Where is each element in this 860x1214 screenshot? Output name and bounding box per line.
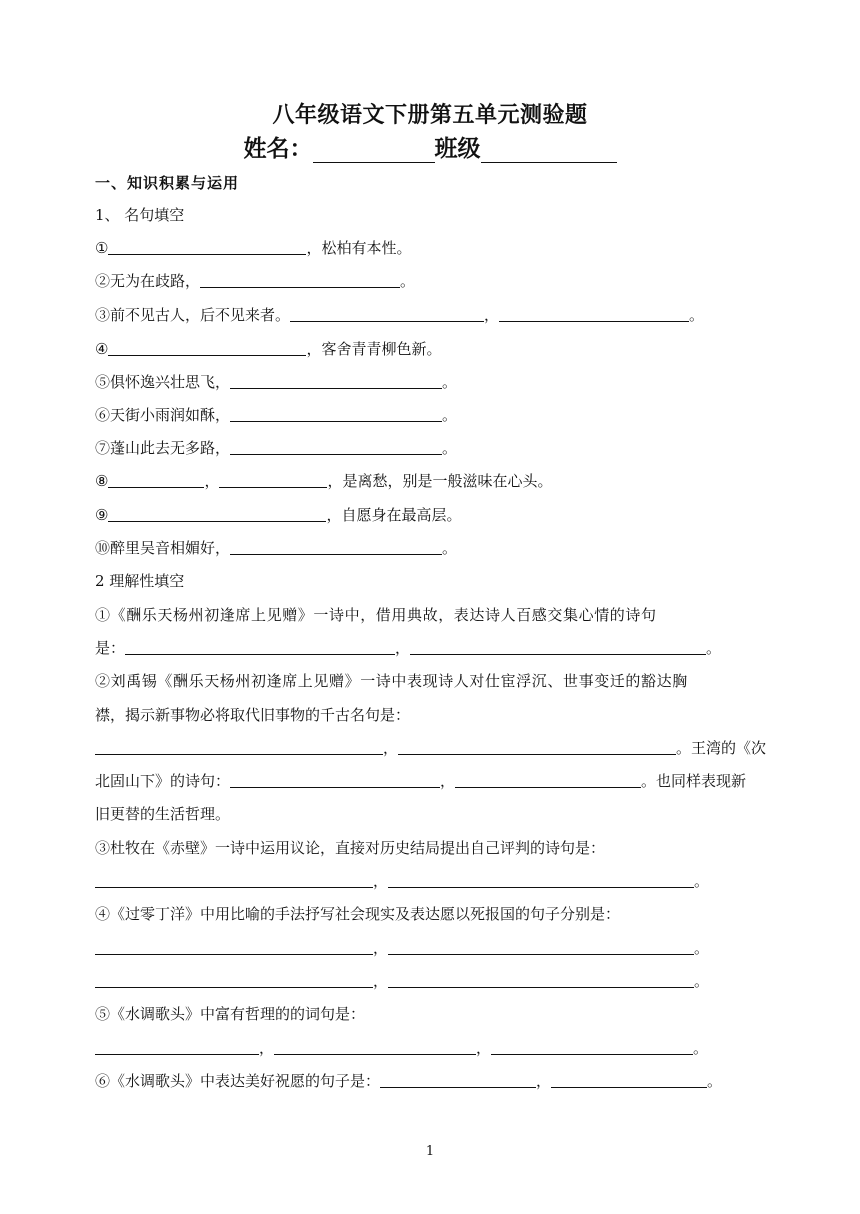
q2-item-1-line1: ①《酬乐天杨州初逢席上见赠》一诗中，借用典故，表达诗人百感交集心情的诗句: [95, 606, 657, 624]
name-label: 姓名：: [243, 136, 313, 162]
answer-blank[interactable]: [125, 638, 395, 655]
answer-blank[interactable]: [499, 305, 689, 322]
exam-title: 八年级语文下册第五单元测验题: [272, 103, 588, 128]
q1-item-5: ⑤俱怀逸兴壮思飞， 。: [95, 373, 458, 391]
q2-item-3-line1: ③杜牧在《赤壁》一诗中运用议论，直接对历史结局提出自己评判的诗句是：: [95, 839, 606, 857]
class-label: 班级: [434, 136, 481, 162]
answer-blank[interactable]: [108, 505, 326, 522]
q1-item-10: ⑩醉里吴音相媚好， 。: [95, 539, 458, 557]
answer-blank[interactable]: [398, 738, 676, 755]
class-blank[interactable]: [481, 136, 617, 163]
q2-item-4-line2: ， 。: [95, 938, 709, 958]
q2-item-2-line5: 旧更替的生活哲理。: [95, 805, 231, 823]
q1-item-3: ③前不见古人，后不见来者。 ， 。: [95, 306, 705, 324]
answer-blank[interactable]: [455, 771, 641, 788]
q1-heading: 1、 名句填空: [95, 206, 185, 224]
answer-blank[interactable]: [95, 1038, 259, 1055]
q2-item-1-line2: 是： ， 。: [95, 639, 722, 657]
answer-blank[interactable]: [108, 471, 204, 488]
answer-blank[interactable]: [108, 238, 306, 255]
answer-blank[interactable]: [230, 372, 442, 389]
q1-item-1: ① ，松柏有本性。: [95, 239, 412, 257]
answer-blank[interactable]: [95, 971, 373, 988]
q2-item-2-line1: ②刘禹锡《酬乐天杨州初逢席上见赠》一诗中表现诗人对仕宦浮沉、世事变迁的豁达胸: [95, 672, 688, 690]
q1-item-2: ②无为在歧路， 。: [95, 272, 416, 290]
name-blank[interactable]: [313, 136, 435, 163]
section-heading: 一、知识积累与运用: [95, 174, 240, 192]
q1-item-4: ④ ，客舍青青柳色新。: [95, 340, 442, 358]
answer-blank[interactable]: [200, 271, 400, 288]
answer-blank[interactable]: [388, 938, 694, 955]
q2-item-5-line1: ⑤《水调歌头》中富有哲理的的词句是：: [95, 1005, 366, 1023]
answer-blank[interactable]: [290, 305, 484, 322]
q2-item-2-line2: 襟，揭示新事物必将取代旧事物的千古名句是：: [95, 706, 411, 724]
answer-blank[interactable]: [388, 971, 694, 988]
answer-blank[interactable]: [108, 339, 306, 356]
answer-blank[interactable]: [380, 1071, 536, 1088]
page-number: 1: [425, 1144, 435, 1159]
answer-blank[interactable]: [230, 405, 442, 422]
q2-item-4-line3: ， 。: [95, 971, 709, 991]
q2-item-4-line1: ④《过零丁洋》中用比喻的手法抒写社会现实及表达愿以死报国的句子分别是：: [95, 905, 621, 923]
q2-item-2-line4: 北固山下》的诗句： ， 。也同样表现新: [95, 772, 747, 790]
q1-item-6: ⑥天街小雨润如酥， 。: [95, 406, 458, 424]
q1-item-9: ⑨ ，自愿身在最高层。: [95, 506, 462, 524]
answer-blank[interactable]: [95, 738, 383, 755]
answer-blank[interactable]: [410, 638, 706, 655]
q2-item-6: ⑥《水调歌头》中表达美好祝愿的句子是： ， 。: [95, 1072, 723, 1090]
answer-blank[interactable]: [230, 438, 442, 455]
answer-blank[interactable]: [274, 1038, 476, 1055]
answer-blank[interactable]: [388, 871, 694, 888]
q2-item-3-line2: ， 。: [95, 871, 709, 891]
answer-blank[interactable]: [551, 1071, 707, 1088]
answer-blank[interactable]: [219, 471, 327, 488]
q1-item-8: ⑧ ， ，是离愁，别是一般滋味在心头。: [95, 472, 553, 490]
q2-heading: 2 理解性填空: [95, 572, 185, 590]
answer-blank[interactable]: [491, 1038, 693, 1055]
answer-blank[interactable]: [95, 871, 373, 888]
q1-item-7: ⑦蓬山此去无多路， 。: [95, 439, 458, 457]
name-class-line: [0, 130, 860, 163]
answer-blank[interactable]: [230, 771, 440, 788]
q2-item-2-line3: ， 。王湾的《次: [95, 738, 766, 758]
answer-blank[interactable]: [230, 538, 442, 555]
q2-item-5-line2: ， ， 。: [95, 1038, 708, 1058]
answer-blank[interactable]: [95, 938, 373, 955]
